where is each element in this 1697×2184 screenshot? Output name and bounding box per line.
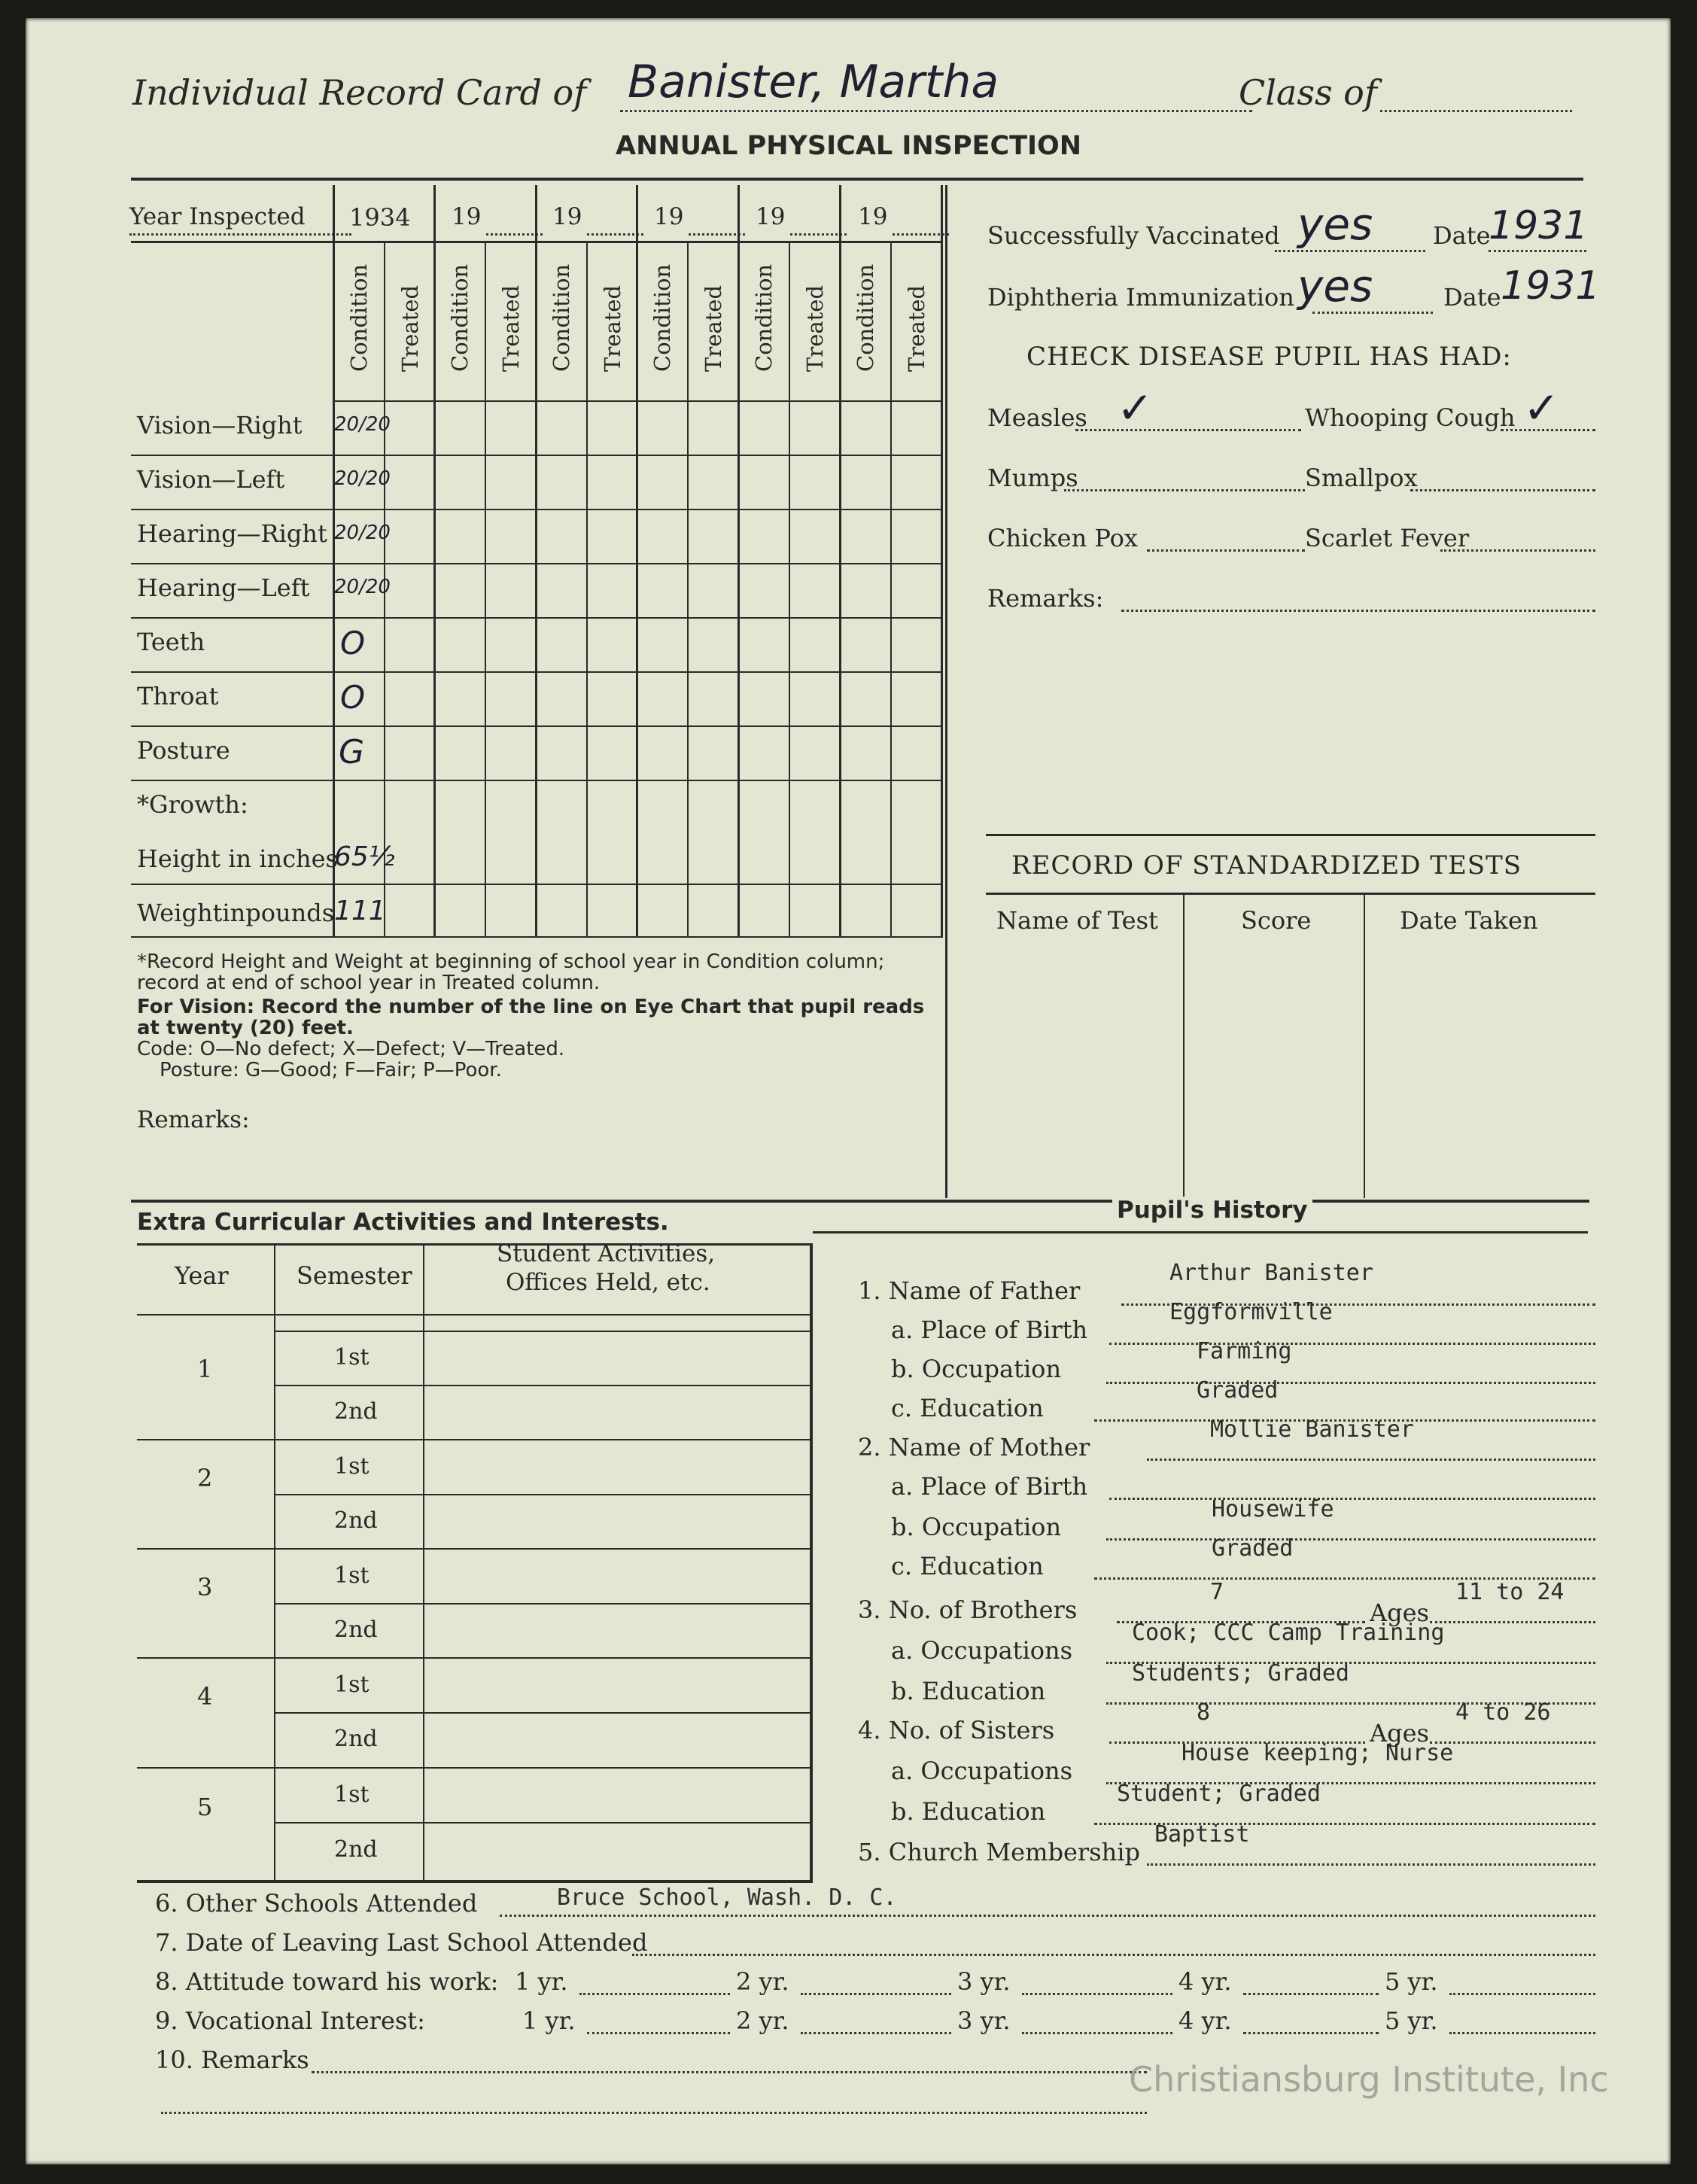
sem-3-1: 1st: [334, 1562, 370, 1589]
vaccinated-date: 1931: [1489, 203, 1589, 248]
activity-year-1: 1: [197, 1355, 213, 1383]
brothers-edu-label: b. Education: [891, 1677, 1046, 1705]
row-hearing-right: Hearing—Right: [137, 519, 327, 548]
watermark: Christiansburg Institute, Inc: [1129, 2059, 1609, 2100]
activities-col-activities-1: Student Activities,: [497, 1240, 716, 1267]
year-1: [349, 203, 410, 232]
record-card-label: Individual Record Card of: [132, 72, 587, 113]
year-5: 19: [756, 203, 786, 230]
note-vision: For Vision: Record the number of the line on Eye Chart that pupil reads at twenty (20) feet.: [137, 996, 925, 1039]
diphtheria-label: Diphtheria Immunization: [987, 283, 1294, 312]
col-condition-4: Condition: [649, 263, 675, 372]
brothers-label: 3. No. of Brothers: [858, 1595, 1078, 1624]
mother-occ-label: b. Occupation: [891, 1513, 1062, 1541]
note-height-weight: *Record Height and Weight at beginning of school year in Condition column; record at end of school year in Treated column.: [137, 951, 885, 994]
mother-occ: Housewife: [1212, 1496, 1334, 1522]
sisters-edu: Student; Graded: [1117, 1781, 1321, 1807]
value-vision-right: 20/20: [334, 413, 391, 436]
brothers-count: 7: [1210, 1579, 1224, 1605]
activity-year-3: 3: [197, 1573, 213, 1601]
col-treated-5: Treated: [802, 284, 828, 372]
vaccinated-date-label: Date: [1433, 221, 1491, 250]
vaccinated-value: yes: [1297, 199, 1373, 250]
inspection-notes: [137, 951, 942, 1081]
row-vision-left: Vision—Left: [137, 465, 285, 494]
record-card: [26, 18, 1671, 2164]
attitude-yr5: 5 yr.: [1385, 1967, 1438, 1996]
year-4: 19: [654, 203, 684, 230]
diphtheria-date: 1931: [1501, 263, 1601, 309]
row-posture: Posture: [137, 736, 230, 765]
vaccinated-label: Successfully Vaccinated: [987, 221, 1280, 250]
mother-name: Mollie Banister: [1210, 1416, 1414, 1443]
father-edu-label: c. Education: [891, 1394, 1044, 1422]
brothers-edu: Students; Graded: [1132, 1660, 1349, 1687]
col-treated-4: Treated: [701, 284, 726, 372]
mother-label: 2. Name of Mother: [858, 1433, 1090, 1462]
activities-col-year: Year: [175, 1261, 229, 1290]
check-disease-heading: CHECK DISEASE PUPIL HAS HAD:: [1026, 342, 1512, 372]
brothers-occ-label: a. Occupations: [891, 1636, 1073, 1665]
activities-heading: Extra Curricular Activities and Interests.: [137, 1209, 669, 1236]
attitude-yr4: 4 yr.: [1178, 1967, 1232, 1996]
year-inspected-label: Year Inspected: [129, 203, 306, 230]
activities-col-semester: Semester: [297, 1261, 412, 1290]
other-schools-label: 6. Other Schools Attended: [155, 1889, 478, 1918]
brothers-ages-label: Ages: [1370, 1598, 1429, 1627]
note-posture: Posture: G—Good; F—Fair; P—Poor.: [160, 1059, 502, 1081]
student-name: Banister, Martha: [628, 56, 999, 108]
value-teeth: O: [340, 625, 366, 662]
year-2: 19: [452, 203, 482, 230]
inspection-remarks-label: Remarks:: [137, 1106, 250, 1133]
sisters-ages: 4 to 26: [1455, 1699, 1551, 1726]
value-posture: G: [339, 733, 365, 771]
value-throat: O: [340, 679, 366, 716]
activity-year-4: 4: [197, 1682, 213, 1711]
class-of-label: Class of: [1239, 72, 1377, 113]
note-code: Code: O—No defect; X—Defect; V—Treated.: [137, 1038, 565, 1060]
whooping-cough-label: Whooping Cough: [1305, 403, 1516, 432]
activities-col-activities-2: Offices Held, etc.: [506, 1269, 710, 1296]
col-treated-3: Treated: [600, 284, 625, 372]
value-hearing-left: 20/20: [334, 576, 391, 598]
row-throat: Throat: [137, 682, 219, 710]
sem-3-2: 2nd: [334, 1617, 378, 1643]
value-hearing-right: 20/20: [334, 522, 391, 544]
sem-5-2: 2nd: [334, 1836, 378, 1863]
row-weight: Weightinpounds: [137, 899, 335, 927]
father-birth: Eggformville: [1169, 1299, 1333, 1325]
row-height: Height in inches: [137, 844, 338, 873]
vocational-yr3: 3 yr.: [957, 2006, 1011, 2035]
church-value: Baptist: [1154, 1821, 1250, 1848]
sem-1-2: 2nd: [334, 1398, 378, 1425]
history-heading: Pupil's History: [1112, 1197, 1312, 1224]
col-treated-1: Treated: [397, 284, 423, 372]
row-hearing-left: Hearing—Left: [137, 573, 310, 602]
measles-check-icon: ✓: [1117, 382, 1154, 433]
mother-edu-label: c. Education: [891, 1552, 1044, 1580]
mother-birth-label: a. Place of Birth: [891, 1472, 1088, 1501]
tests-col-name: Name of Test: [996, 906, 1158, 935]
final-remarks-label: 10. Remarks: [155, 2046, 309, 2074]
sisters-label: 4. No. of Sisters: [858, 1716, 1055, 1744]
sem-2-1: 1st: [334, 1453, 370, 1480]
measles-label: Measles: [987, 403, 1087, 432]
tests-heading: RECORD OF STANDARDIZED TESTS: [1011, 850, 1522, 881]
activity-year-2: 2: [197, 1464, 213, 1492]
activity-year-5: 5: [197, 1793, 213, 1821]
value-height: 65½: [334, 841, 395, 872]
col-treated-6: Treated: [904, 284, 929, 372]
diphtheria-date-label: Date: [1443, 283, 1501, 312]
father-occ-label: b. Occupation: [891, 1355, 1062, 1383]
disease-remarks-label: Remarks:: [987, 584, 1104, 613]
value-weight: 111: [334, 896, 386, 926]
diphtheria-value: yes: [1297, 260, 1373, 312]
brothers-occ: Cook; CCC Camp Training: [1132, 1620, 1445, 1646]
father-name: Arthur Banister: [1169, 1260, 1373, 1286]
attitude-yr2: 2 yr.: [736, 1967, 789, 1996]
whooping-check-icon: ✓: [1523, 382, 1560, 433]
col-condition-1: Condition: [346, 263, 372, 372]
chicken-pox-label: Chicken Pox: [987, 524, 1138, 552]
sem-2-2: 2nd: [334, 1507, 378, 1534]
sisters-occ: House keeping; Nurse: [1182, 1740, 1454, 1766]
value-vision-left: 20/20: [334, 467, 391, 490]
row-teeth: Teeth: [137, 628, 205, 656]
row-vision-right: Vision—Right: [137, 411, 303, 440]
other-schools-value: Bruce School, Wash. D. C.: [557, 1884, 897, 1911]
vocational-yr2: 2 yr.: [736, 2006, 789, 2035]
scarlet-fever-label: Scarlet Fever: [1305, 524, 1470, 552]
leaving-date-label: 7. Date of Leaving Last School Attended: [155, 1928, 648, 1957]
sem-1-1: 1st: [334, 1344, 370, 1370]
father-label: 1. Name of Father: [858, 1276, 1081, 1305]
sisters-edu-label: b. Education: [891, 1797, 1046, 1826]
col-condition-2: Condition: [447, 263, 473, 372]
vocational-yr1: 1 yr.: [522, 2006, 576, 2035]
year-3: 19: [552, 203, 582, 230]
sisters-count: 8: [1197, 1699, 1211, 1726]
father-edu: Graded: [1197, 1377, 1279, 1404]
attitude-yr1: 1 yr.: [515, 1967, 568, 1996]
attitude-yr3: 3 yr.: [957, 1967, 1011, 1996]
church-label: 5. Church Membership: [858, 1838, 1140, 1866]
vocational-yr5: 5 yr.: [1385, 2006, 1438, 2035]
mumps-label: Mumps: [987, 464, 1078, 492]
tests-col-date: Date Taken: [1400, 906, 1538, 935]
sem-5-1: 1st: [334, 1781, 370, 1808]
smallpox-label: Smallpox: [1305, 464, 1418, 492]
sem-4-1: 1st: [334, 1671, 370, 1698]
year-1-value: 1934: [349, 203, 411, 232]
col-condition-3: Condition: [549, 263, 574, 372]
sem-4-2: 2nd: [334, 1726, 378, 1752]
father-occ: Farming: [1197, 1338, 1292, 1364]
col-condition-5: Condition: [751, 263, 777, 372]
col-treated-2: Treated: [498, 284, 524, 372]
year-6: 19: [858, 203, 888, 230]
col-condition-6: Condition: [853, 263, 878, 372]
vocational-label: 9. Vocational Interest:: [155, 2006, 425, 2035]
vocational-yr4: 4 yr.: [1178, 2006, 1232, 2035]
attitude-label: 8. Attitude toward his work:: [155, 1967, 499, 1996]
father-birth-label: a. Place of Birth: [891, 1316, 1088, 1344]
sisters-ages-label: Ages: [1370, 1719, 1429, 1748]
brothers-ages: 11 to 24: [1455, 1579, 1565, 1605]
row-growth: *Growth:: [137, 790, 248, 819]
tests-col-score: Score: [1241, 906, 1312, 935]
class-of-field: [1380, 110, 1572, 112]
page-title: ANNUAL PHYSICAL INSPECTION: [616, 131, 1082, 161]
mother-edu: Graded: [1212, 1535, 1294, 1562]
sisters-occ-label: a. Occupations: [891, 1757, 1073, 1785]
